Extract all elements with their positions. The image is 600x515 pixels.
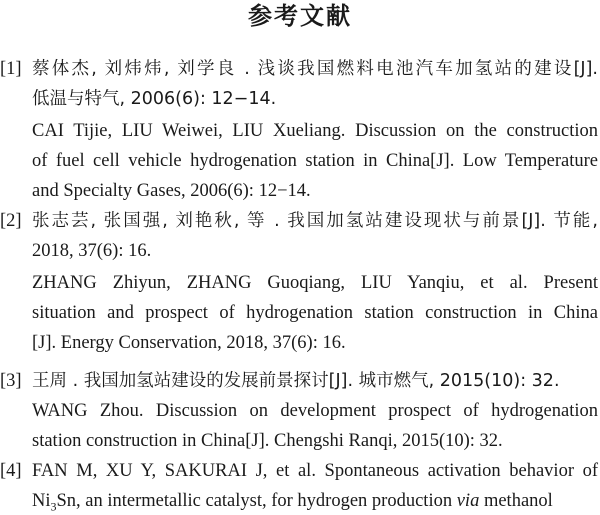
reference-1-en-line-3: and Specialty Gases, 2006(6): 12−14. <box>32 181 311 201</box>
reference-2-en-line-2: situation and prospect of hydrogenation station construction in China <box>32 303 598 323</box>
reference-2-cn-line-1: [2] 张志芸, 张国强, 刘艳秋, 等 . 我国加氢站建设现状与前景[J]. 节能, <box>0 206 600 236</box>
reference-1-cn-line-1: [1] 蔡体杰, 刘炜炜, 刘学良 . 浅谈我国燃料电池汽车加氢站的建设[J]. <box>0 54 600 84</box>
reference-2-en-line-1: ZHANG Zhiyun, ZHANG Guoqiang, LIU Yanqiu, et al. Present <box>32 273 598 293</box>
reference-3-cn-line-1: [3] 王周 . 我国加氢站建设的发展前景探讨[J]. 城市燃气, 2015(10): 32. <box>0 366 600 396</box>
reference-2-en-line-3: [J]. Energy Conservation, 2018, 37(6): 16. <box>32 333 346 353</box>
reference-3-en-line-1: WANG Zhou. Discussion on development prospect of hydrogenation <box>32 401 598 421</box>
italic-via: via <box>456 491 480 511</box>
reference-2-number: [2] <box>0 211 22 231</box>
reference-1-cn-line-2: 低温与特气, 2006(6): 12−14. <box>32 89 277 109</box>
reference-1-number: [1] <box>0 59 22 79</box>
reference-2-cn-line-2: 2018, 37(6): 16. <box>32 241 152 261</box>
reference-3-en-line-2: station construction in China[J]. Chengshi Ranqi, 2015(10): 32. <box>32 431 503 451</box>
reference-3-number: [3] <box>0 371 22 391</box>
reference-1-en-line-1: CAI Tijie, LIU Weiwei, LIU Xueliang. Discussion on the construction <box>32 121 598 141</box>
reference-1-en-line-2: of fuel cell vehicle hydrogenation station in China[J]. Low Temperature <box>32 151 598 171</box>
reference-4-en-line-1: [4] FAN M, XU Y, SAKURAI J, et al. Spontaneous activation behavior of <box>0 456 600 486</box>
references-heading: 参考文献 <box>248 2 352 30</box>
reference-4-en-line-2: $Ni_3Sn$, an intermetallic catalyst, for hydrogen production via methanol <box>32 491 553 514</box>
reference-4-number: [4] <box>0 461 22 481</box>
